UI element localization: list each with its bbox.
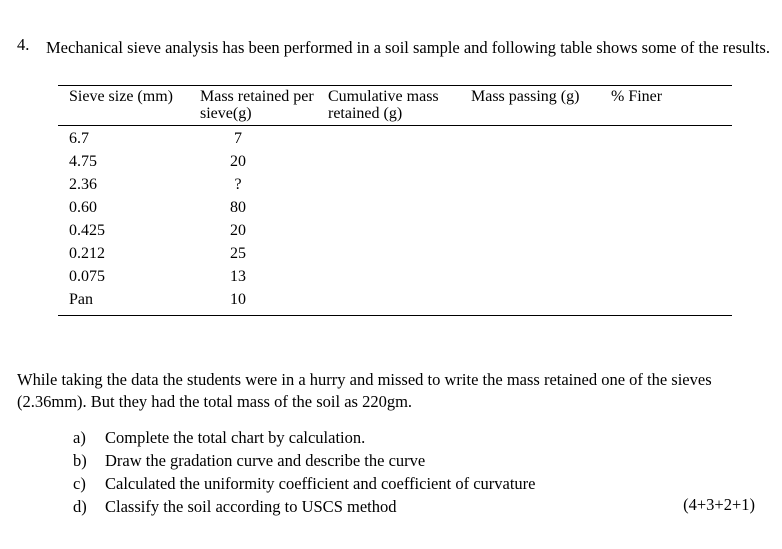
sub-question-label: c) bbox=[73, 474, 86, 493]
table-row bbox=[58, 174, 732, 197]
list-item bbox=[73, 426, 763, 449]
mass-passing-cell bbox=[471, 151, 611, 174]
percent-finer-cell bbox=[611, 220, 732, 243]
question-intro: Mechanical sieve analysis has been performed in a soil sample and following table shows some of the results. bbox=[46, 38, 770, 57]
sieve-analysis-table bbox=[58, 85, 732, 316]
sub-question-text: Calculated the uniformity coefficient and coefficient of curvature bbox=[105, 474, 536, 493]
table-row bbox=[58, 289, 732, 316]
cumulative-cell bbox=[328, 197, 471, 220]
mass-retained-cell: 13 bbox=[230, 268, 246, 286]
mass-passing-cell bbox=[471, 289, 611, 316]
sub-question-list bbox=[73, 426, 763, 518]
mass-retained-cell: 20 bbox=[230, 153, 246, 171]
sieve-size-cell: 6.7 bbox=[69, 130, 89, 148]
mass-retained-cell: 10 bbox=[200, 289, 328, 316]
sub-question-label: b) bbox=[73, 451, 87, 470]
mass-retained-cell: 20 bbox=[230, 222, 246, 240]
sub-question-text: Draw the gradation curve and describe the curve bbox=[105, 451, 426, 470]
percent-finer-cell bbox=[611, 174, 732, 197]
table-row bbox=[58, 220, 732, 243]
sieve-size-cell: 2.36 bbox=[69, 176, 97, 194]
table-row bbox=[58, 197, 732, 220]
cumulative-cell bbox=[328, 243, 471, 266]
cumulative-cell bbox=[328, 126, 471, 152]
list-item bbox=[73, 449, 763, 472]
list-item bbox=[73, 472, 763, 495]
header-mass-passing: Mass passing (g) bbox=[471, 86, 611, 126]
list-item bbox=[73, 495, 763, 518]
percent-finer-cell bbox=[611, 243, 732, 266]
cumulative-cell bbox=[328, 220, 471, 243]
percent-finer-cell bbox=[611, 151, 732, 174]
percent-finer-cell bbox=[611, 289, 732, 316]
mass-passing-cell bbox=[471, 220, 611, 243]
percent-finer-cell bbox=[611, 197, 732, 220]
sieve-table-container bbox=[58, 85, 721, 316]
sieve-size-cell: Pan bbox=[58, 289, 200, 316]
question-number: 4. bbox=[17, 35, 30, 54]
mass-passing-cell bbox=[471, 243, 611, 266]
marks-allocation: (4+3+2+1) bbox=[683, 495, 755, 514]
percent-finer-cell bbox=[611, 126, 732, 152]
sieve-size-cell: 0.60 bbox=[69, 199, 97, 217]
mass-retained-cell: ? bbox=[234, 176, 242, 194]
table-row bbox=[58, 126, 732, 152]
cumulative-cell bbox=[328, 289, 471, 316]
table-row bbox=[58, 151, 732, 174]
cumulative-cell bbox=[328, 266, 471, 289]
mass-passing-cell bbox=[471, 126, 611, 152]
table-row bbox=[58, 266, 732, 289]
percent-finer-cell bbox=[611, 266, 732, 289]
header-cumulative-mass: Cumulative mass retained (g) bbox=[328, 86, 471, 126]
mass-retained-cell: 80 bbox=[230, 199, 246, 217]
header-percent-finer: % Finer bbox=[611, 86, 732, 126]
cumulative-cell bbox=[328, 174, 471, 197]
problem-paragraph: While taking the data the students were in a hurry and missed to write the mass retained one of the sieves (2.36mm). But they had the total mass of the soil as 220gm. bbox=[17, 370, 712, 411]
sub-question-label: a) bbox=[73, 428, 86, 447]
sub-question-label: d) bbox=[73, 497, 87, 516]
cumulative-cell bbox=[328, 151, 471, 174]
sieve-size-cell: 0.075 bbox=[69, 268, 105, 286]
table-row bbox=[58, 243, 732, 266]
mass-passing-cell bbox=[471, 174, 611, 197]
table-header-row bbox=[58, 86, 732, 126]
mass-passing-cell bbox=[471, 197, 611, 220]
sub-question-text: Classify the soil according to USCS method bbox=[105, 497, 397, 516]
mass-passing-cell bbox=[471, 266, 611, 289]
sieve-size-cell: 0.212 bbox=[69, 245, 105, 263]
sieve-size-cell: 0.425 bbox=[69, 222, 105, 240]
mass-retained-cell: 25 bbox=[230, 245, 246, 263]
header-mass-retained: Mass retained per sieve(g) bbox=[200, 86, 328, 126]
sub-question-text: Complete the total chart by calculation. bbox=[105, 428, 366, 447]
sieve-size-cell: 4.75 bbox=[69, 153, 97, 171]
mass-retained-cell: 7 bbox=[234, 130, 242, 148]
header-sieve-size: Sieve size (mm) bbox=[58, 86, 200, 126]
